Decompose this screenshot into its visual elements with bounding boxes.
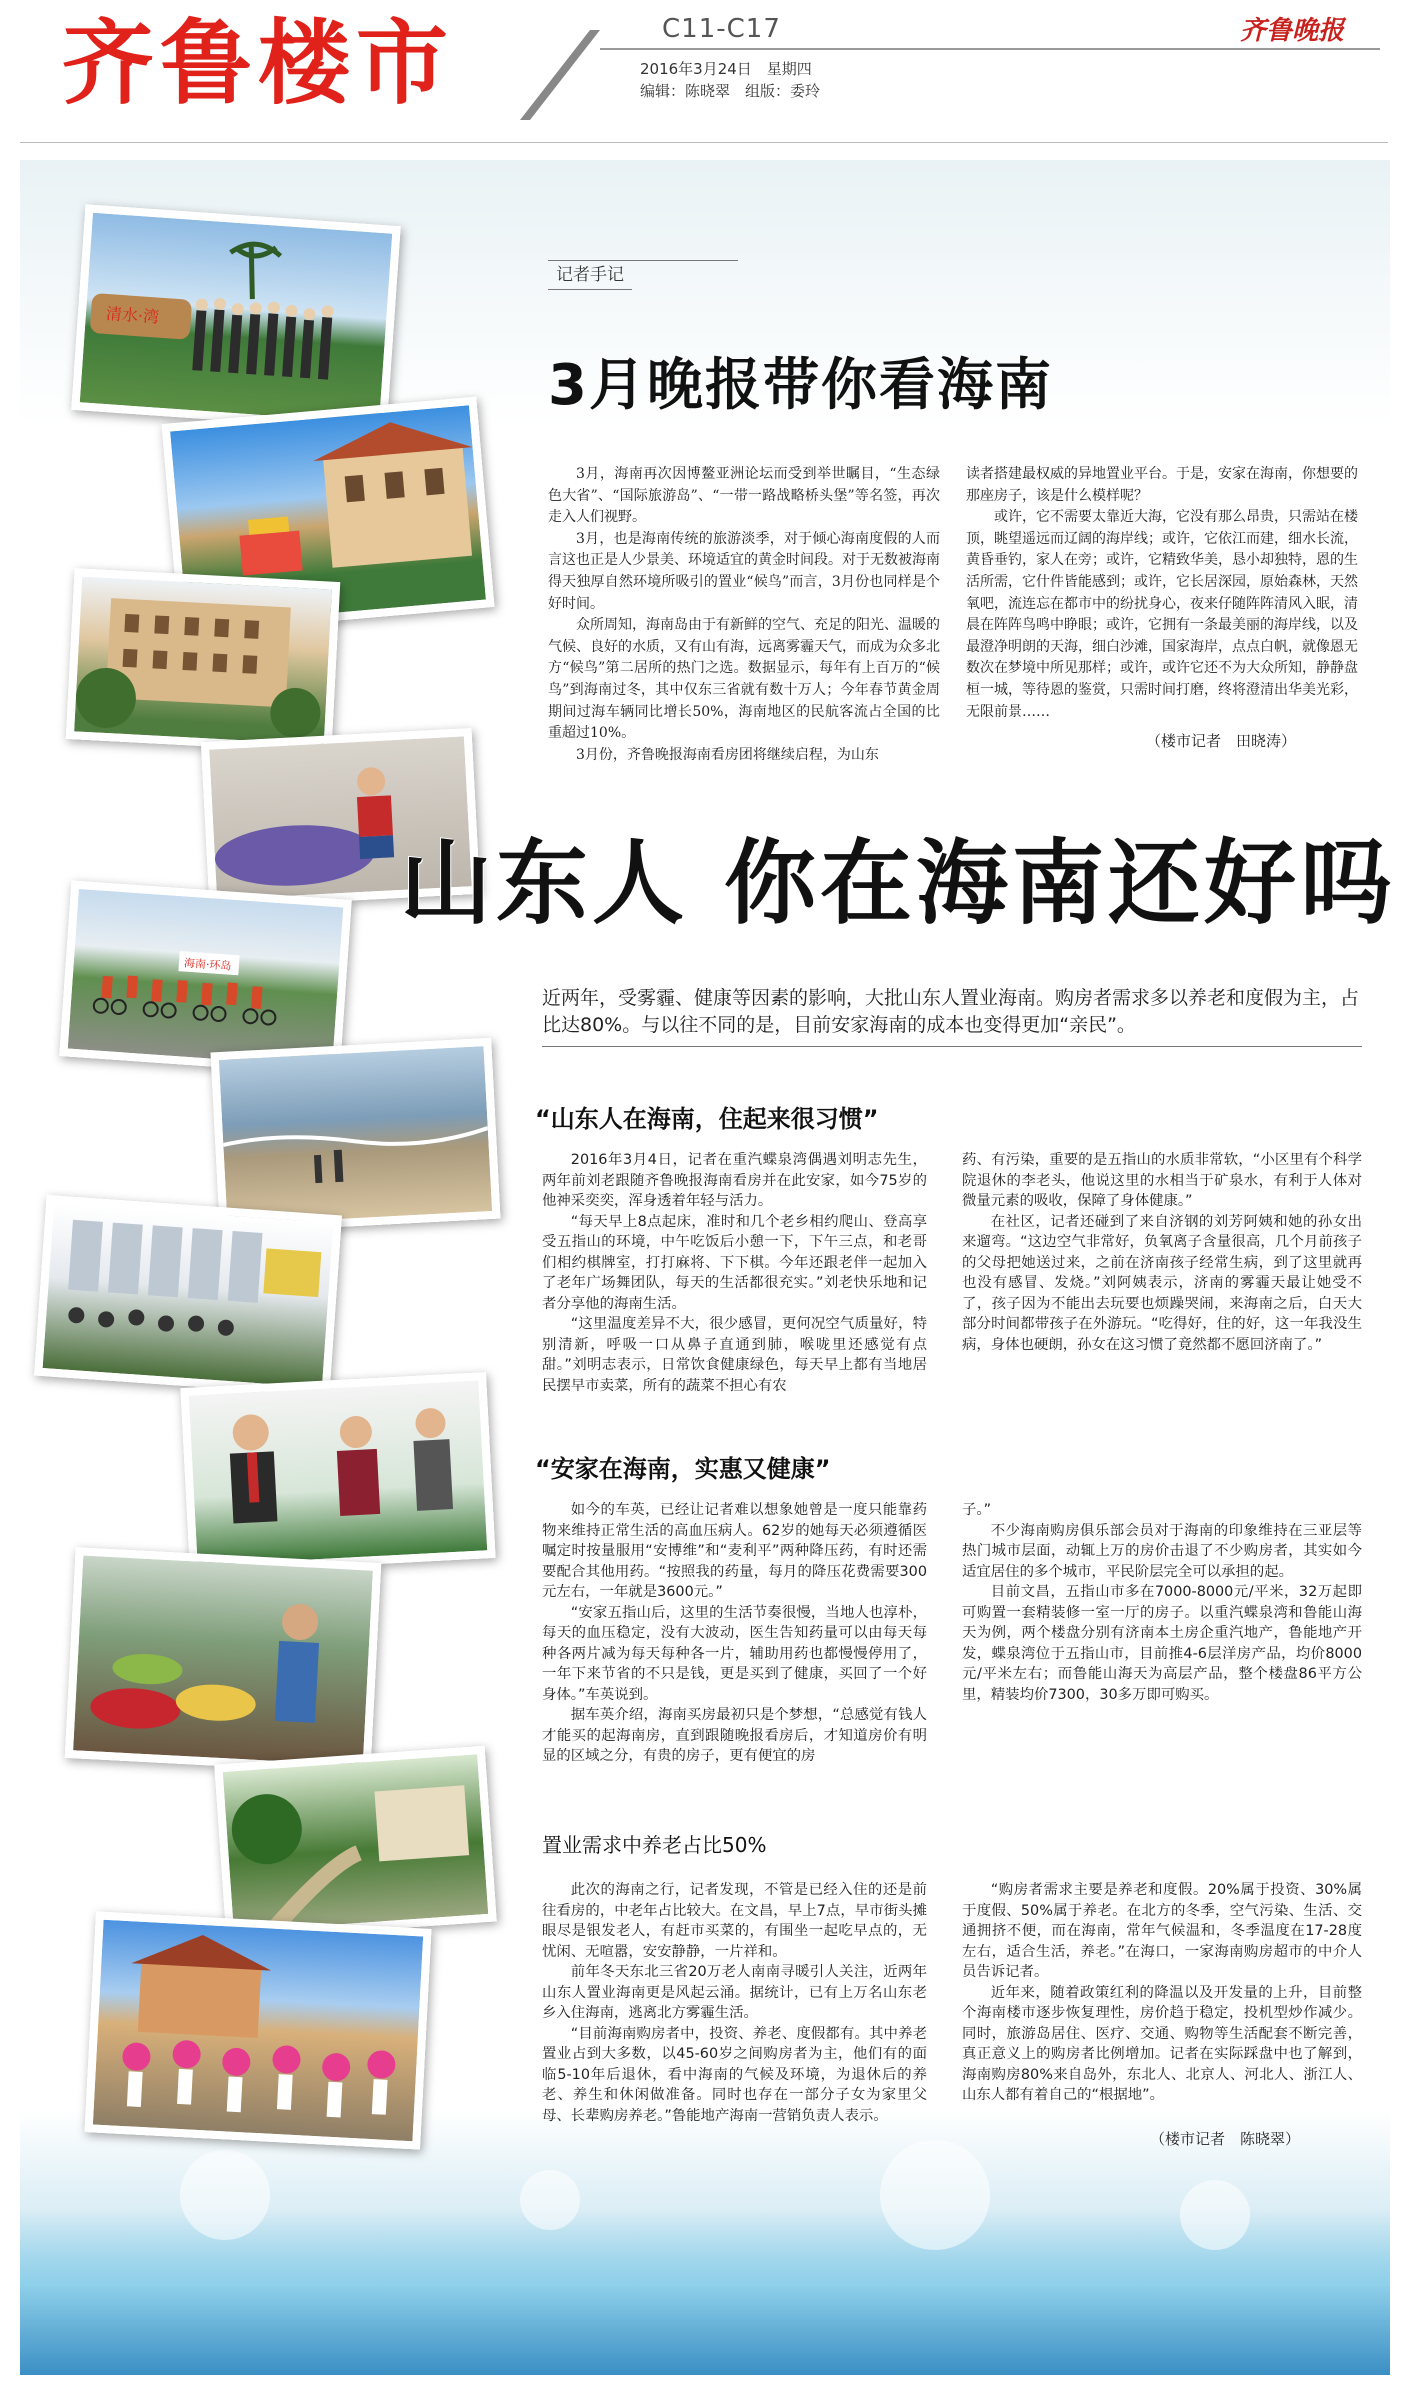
section2-title: “安家在海南，实惠又健康” xyxy=(535,1455,831,1483)
visitors-plants-icon xyxy=(189,1381,487,1566)
apartment-photo xyxy=(66,568,341,753)
column-tag: 记者手记 xyxy=(548,260,632,290)
section3-paragraph: 此次的海南之行，记者发现，不管是已经入住的还是前往看房的，中老年占比较大。在文昌，早上7点，早市街头摊眼尽是银发老人，有赶市买菜的，有围坐一起吃早点的，无忧闲、无喧嚣，安安静静，一片祥和。 xyxy=(542,1882,927,1960)
apartment-building-icon xyxy=(74,577,332,745)
section2-paragraph: 如今的车英，已经让记者难以想象她曾是一度只能靠药物来维持正常生活的高血压病人。62岁的她每天必须遵循医嘱定时按量服用“安博维”和“麦利平”两种降压药，有时还需要配合其他用药。“按照我的药量，每月的降压花费需要300元左右，一年就是3600元。” xyxy=(542,1502,927,1600)
section3-column-1 xyxy=(542,1880,927,2145)
beach-photo xyxy=(210,1038,500,1233)
notes-paragraph: 众所周知，海南岛由于有新鲜的空气、充足的阳光、温暖的气候、良好的水质，又有山有海，远离雾霾天气，而成为众多北方“候鸟”第二居所的热门之选。数据显示，每年有上百万的“候鸟”到海南过冬，其中仅东三省就有数十万人；今年春节黄金周期间过海车辆同比增长50%，海南地区的民航客流占全国的比重超过10%。 xyxy=(548,617,940,742)
section1-paragraph: 在社区，记者还碰到了来自济钢的刘芳阿姨和她的孙女出来遛弯。“这边空气非常好，负氧离子含量很高，几个月前孩子的父母把她送过来，之前在济南孩子经常生病，到了这里就再也没有感冒、发烧。”刘阿姨表示，济南的雾霾天最让她受不了，孩子因为不能出去玩要也烦躁哭闹，来海南之后，白天大部分时间都带孩子在外游玩。“吃得好，住的好，这一年我没生病，身体也硬朗，孙女在这习惯了竟然都不愿回济南了。” xyxy=(962,1213,1362,1353)
section1-paragraph: 药、有污染，重要的是五指山的水质非常软，“小区里有个科学院退休的李老头，他说这里的水相当于矿泉水，有利于人体对微量元素的吸收，保障了身体健康。” xyxy=(962,1152,1362,1209)
section1-paragraph: “这里温度差异不大，很少感冒，更何况空气质量好，特别清新，呼吸一口从鼻子直通到肺，喉咙里还感觉有点甜。”刘明志表示，日常饮食健康绿色，每天早上都有当地居民摆早市卖菜，所有的蔬菜不担心有农 xyxy=(542,1316,927,1394)
issue-date: 2016年3月24日 星期四 xyxy=(640,60,812,78)
group-photo-sign-icon xyxy=(80,213,393,423)
notes-title: 3月晚报带你看海南 xyxy=(548,353,1053,418)
section1-paragraph: “每天早上8点起床，准时和几个老乡相约爬山、登高享受五指山的环境，中午吃饭后小憩一下，下午三点，和老哥们相约棋牌室，打打麻将、下下棋。今年还跟老伴一起加入了老年广场舞团队，每天的生活都很充实。”刘老快乐地和记者分享他的海南生活。 xyxy=(542,1213,927,1312)
market-stall-icon xyxy=(73,1556,373,1766)
garden-photo xyxy=(214,1746,497,1940)
cyclists-group-icon xyxy=(68,889,344,1067)
sales-center-crowd-icon xyxy=(43,1203,334,1387)
section1-title: “山东人在海南，住起来很习惯” xyxy=(535,1105,879,1133)
notes-column-2 xyxy=(966,464,1358,744)
masthead-title: 齐鲁楼市 xyxy=(62,10,455,117)
market-photo xyxy=(65,1547,382,1774)
section1-paragraph: 2016年3月4日，记者在重汽蝶泉湾偶遇刘明志先生，两年前刘老跟随齐鲁晚报海南看房并在此安家，如今75岁的他神采奕奕，浑身透着年轻与活力。 xyxy=(542,1152,927,1209)
main-lead: 近两年，受雾霾、健康等因素的影响，大批山东人置业海南。购房者需求多以养老和度假为主，占比达80%。与以往不同的是，目前安家海南的成本也变得更加“亲民”。 xyxy=(542,987,1360,1036)
notes-paragraph: 读者搭建最权威的异地置业平台。于是，安家在海南，你想要的那座房子，该是什么模样呢？ xyxy=(966,466,1358,504)
notes-paragraph: 3月，海南再次因博鳌亚洲论坛而受到举世瞩目，“生态绿色大省”、“国际旅游岛”、“一带一路战略桥头堡”等名签，再次走入人们视野。 xyxy=(548,466,940,526)
notes-signature: （楼市记者 田晓涛） xyxy=(1145,732,1296,750)
bokeh-light xyxy=(1180,2180,1250,2250)
cyclists-photo xyxy=(59,880,352,1075)
sales-center-photo xyxy=(34,1195,342,1396)
masthead-divider xyxy=(600,48,1380,50)
section2-paragraph: 目前文昌，五指山市多在7000-8000元/平米，32万起即可购置一套精装修一室一厅的房子。以重汽蝶泉湾和鲁能山海天为例，两个楼盘分别有济南本土房企重汽地产，鲁能地产开发，蝶泉湾位于五指山市，目前推4-6层洋房产品，均价8000元/平米左右；而鲁能山海天为高层产品，整个楼盘86平方公里，精装均价7300，30多万即可购买。 xyxy=(962,1584,1362,1703)
section2-paragraph: “安家五指山后，这里的生活节奏很慢，当地人也淳朴，每天的血压稳定，没有大波动，医生告知药量可以由每天每种各两片减为每天每种各一片，辅助用药也都慢慢停用了，一年下来节省的不只是钱，更是买到了健康，买回了一个好身体。”车英说到。 xyxy=(542,1604,927,1703)
section2-column-2 xyxy=(962,1500,1362,1760)
section2-paragraph: 据车英介绍，海南买房最初只是个梦想，“总感觉有钱人才能买的起海南房，直到跟随晚报看房后，才知道房价有明显的区域之分，有贵的房子，更有便宜的房 xyxy=(542,1707,927,1764)
section3-paragraph: 近年来，随着政策红利的降温以及开发量的上升，目前整个海南楼市逐步恢复理性，房价趋于稳定，投机型炒作减少。同时，旅游岛居住、医疗、交通、购物等生活配套不断完善，真正意义上的购房者比例增加。记者在实际踩盘中也了解到，海南购房80%来自岛外，东北人、北京人、河北人、浙江人、山东人都有着自己的“根据地”。 xyxy=(962,1984,1362,2103)
notes-paragraph: 或许，它不需要太靠近大海，它没有那么昂贵，只需站在楼顶，眺望遥远而辽阔的海岸线；或许，它依江而建，细水长流，黄昏垂钓，家人在旁；或许，它精致华美，恳小却独特，恩的生活所需，它什件皆能感到；或许，它长居深园，原始森林，天然氧吧，流连忘在都市中的纷扰身心，夜来仔随阵阵清风入眠，清晨在阵阵鸟鸣中睁眼；或许，它拥有一条最美丽的海岸线，以及最澄净明朗的天海，细白沙滩，国家海岸，点点白帆，就像恩无数次在梦境中所见那样；或许，或许它还不为大众所知，静静盘桓一城，等待恩的鉴赏，只需时间打磨，终将澄清出华美光彩，无限前景…… xyxy=(966,509,1358,720)
masthead-slash-icon xyxy=(520,30,600,120)
notes-column-1 xyxy=(548,464,940,764)
bokeh-light xyxy=(520,2170,580,2230)
photo-banner-text: 海南·环岛 xyxy=(183,956,232,973)
section3-title: 置业需求中养老占比50% xyxy=(542,1833,767,1857)
section1-column-2 xyxy=(962,1150,1362,1400)
lead-rule xyxy=(542,1046,1362,1047)
tag-rule xyxy=(548,260,738,261)
editor-credits: 编辑：陈晓翠 组版：委玲 xyxy=(640,82,821,100)
section3-paragraph: “购房者需求主要是养老和度假。20%属于投资、30%属于度假、50%属于养老。在北方的冬季，空气污染、生活、交通拥挤不便，而在海南，常年气候温和，冬季温度在17-28度左右，适合生活，养老。”在海口，一家海南购房超市的中介人员告诉记者。 xyxy=(962,1882,1362,1980)
section3-paragraph: “目前海南购房者中，投资、养老、度假都有。其中养老置业占到大多数，以45-60岁之间购房者为主，他们有的面临5-10年后退休，看中海南的气候及环境，为退休后的养老、养生和休闲做准备。同时也存在一部分子女为家里父母、长辈购房养老。”鲁能地产海南一营销负责人表示。 xyxy=(542,2025,927,2124)
bokeh-light xyxy=(880,2140,990,2250)
section3-paragraph: 前年冬天东北三省20万老人南南寻暖引人关注，近两年山东人置业海南更是风起云涌。据统计，已有上万名山东老乡入住海南，逃离北方雾霾生活。 xyxy=(542,1964,927,2021)
bokeh-light xyxy=(180,2150,270,2240)
visitors-photo xyxy=(180,1372,495,1574)
section2-column-1 xyxy=(542,1500,927,1780)
main-headline: 山东人 你在海南还好吗 xyxy=(400,830,1397,937)
beach-walkers-icon xyxy=(219,1046,492,1225)
garden-path-icon xyxy=(223,1754,489,1931)
notes-paragraph: 3月份，齐鲁晚报海南看房团将继续启程，为山东 xyxy=(576,746,879,763)
notes-paragraph: 3月，也是海南传统的旅游淡季，对于倾心海南度假的人而言这也正是人少景美、环境适宜的黄金时间段。对于无数被海南得天独厚自然环境所吸引的置业“候鸟”而言，3月份也同样是个好时间。 xyxy=(548,530,940,612)
newspaper-logo: 齐鲁晚报 xyxy=(1240,16,1345,46)
top-rule xyxy=(20,142,1388,143)
fan-dance-icon xyxy=(93,1920,423,2141)
section3-signature: （楼市记者 陈晓翠） xyxy=(1149,2130,1300,2148)
section1-column-1 xyxy=(542,1150,927,1400)
section2-paragraph: 子。” xyxy=(962,1502,992,1518)
photo-sign-text: 清水·湾 xyxy=(105,303,160,327)
group-photo xyxy=(71,204,401,432)
section3-column-2 xyxy=(962,1880,1362,2130)
section2-paragraph: 不少海南购房俱乐部会员对于海南的印象维持在三亚层等热门城市层面，动辄上万的房价击退了不少购房者，其实如今适宜居住的多个城市，平民阶层完全可以承担的起。 xyxy=(962,1522,1362,1580)
dance-photo xyxy=(84,1911,431,2149)
page-range: C11-C17 xyxy=(662,14,781,44)
